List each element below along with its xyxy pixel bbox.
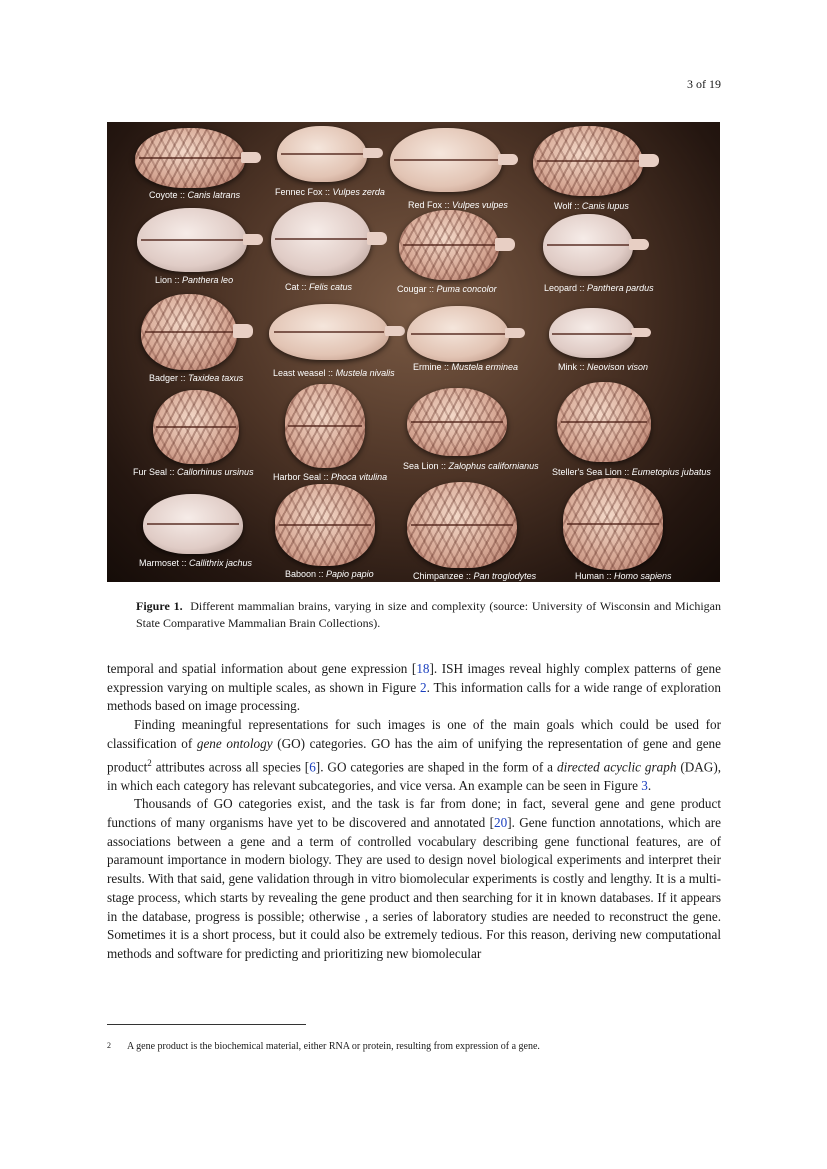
brain-image-stellers-sea-lion xyxy=(557,382,651,462)
citation-link[interactable]: 6 xyxy=(309,758,316,774)
panel-label-fur-seal: Fur Seal :: Callorhinus ursinus xyxy=(133,467,254,477)
figure-caption-text: Different mammalian brains, varying in size and complexity (source: University of Wisconsin and Michigan State Comparative Mammalian Brain Collections). xyxy=(136,599,722,630)
panel-label-baboon: Baboon :: Papio papio xyxy=(285,569,374,579)
brain-image-marmoset xyxy=(143,494,243,554)
brain-image-lion xyxy=(137,208,247,272)
brain-image-red-fox xyxy=(390,128,502,192)
panel-label-cat: Cat :: Felis catus xyxy=(285,282,353,292)
footnote-number: 2 xyxy=(107,1041,111,1050)
panel-label-chimpanzee: Chimpanzee :: Pan troglodytes xyxy=(413,571,537,581)
footnote xyxy=(107,1041,721,1052)
figure-ref-link[interactable]: 2 xyxy=(420,679,427,695)
brain-image-leopard xyxy=(543,214,633,276)
panel-label-marmoset: Marmoset :: Callithrix jachus xyxy=(139,558,253,568)
citation-link[interactable]: 18 xyxy=(416,661,430,676)
brain-image-fennec-fox xyxy=(277,126,367,182)
brain-image-least-weasel xyxy=(269,304,389,360)
brain-image-cat xyxy=(271,202,371,276)
panel-label-human: Human :: Homo sapiens xyxy=(575,571,672,581)
panel-label-cougar: Cougar :: Puma concolor xyxy=(397,284,497,294)
brain-image-baboon xyxy=(275,484,375,566)
panel-label-harbor-seal: Harbor Seal :: Phoca vitulina xyxy=(273,472,388,482)
body-text xyxy=(107,660,721,964)
panel-label-coyote: Coyote :: Canis latrans xyxy=(149,190,241,200)
page-number: 3 of 19 xyxy=(687,77,721,91)
panel-label-ermine: Ermine :: Mustela erminea xyxy=(413,362,519,372)
brain-image-human xyxy=(563,478,663,570)
panel-label-mink: Mink :: Neovison vison xyxy=(558,362,649,372)
brain-image-chimpanzee xyxy=(407,482,517,568)
panel-label-badger: Badger :: Taxidea taxus xyxy=(149,373,244,383)
paragraph-2: Finding meaningful representations for such images is one of the main goals which could be used for classification of gene ontology (GO) categories. GO has the aim of unifying the representation of gene and gene product$^2$ attributes across all species [6]. GO categories are shaped in the form of a directed acyclic graph (DAG), in which each category has relevant subcategories, and vice versa. An example can be seen in Figure 3. xyxy=(107,717,722,793)
footnote-marker: 2 xyxy=(147,757,152,768)
panel-label-wolf: Wolf :: Canis lupus xyxy=(554,201,629,211)
panel-label-red-fox: Red Fox :: Vulpes vulpes xyxy=(408,200,508,210)
brain-image-ermine xyxy=(407,306,509,362)
footnote-divider xyxy=(107,1024,306,1025)
panel-label-sea-lion: Sea Lion :: Zalophus californianus xyxy=(403,461,539,471)
paragraph-3: Thousands of GO categories exist, and the task is far from done; in fact, several gene and gene product functions of many organisms have yet to be discovered and annotated [20]. Gene function annotations, which are associations between a gene and a term of controlled vocabulary describing gene functional features, are of paramount importance in modern biology. They are used to design novel biological experiments and interpret their results. With that said, gene validation through in vitro biomolecular experiments is costly and lengthy. It is a multi-stage process, which starts by revealing the gene product and then searching for it in known databases. If it appears in the database, progress is possible; otherwise , a series of laboratory studies are needed to reconstruct the gene. Sometimes it is a short process, but it could also be extremely tedious. For this reason, deriving new computational methods and software for predicting and prioritizing new biomolecular xyxy=(107,796,721,961)
brain-image-badger xyxy=(141,294,237,370)
brain-image-fur-seal xyxy=(153,390,239,464)
brain-image-coyote xyxy=(135,128,245,188)
figure-caption-label: Figure 1. xyxy=(136,599,183,613)
panel-label-leopard: Leopard :: Panthera pardus xyxy=(544,283,654,293)
panel-label-lion: Lion :: Panthera leo xyxy=(155,275,234,285)
brain-image-mink xyxy=(549,308,635,358)
panel-label-least-weasel: Least weasel :: Mustela nivalis xyxy=(273,368,395,378)
paragraph-1: temporal and spatial information about gene expression [18]. ISH images reveal highly complex patterns of gene expression varying on multiple scales, as shown in Figure 2. This information calls for a wide range of exploration methods based on image processing. xyxy=(107,661,721,714)
panel-label-stellers-sea-lion: Steller's Sea Lion :: Eumetopius jubatus xyxy=(552,467,711,477)
footnote-text: A gene product is the biochemical material, either RNA or protein, resulting from expression of a gene. xyxy=(127,1041,540,1052)
citation-link[interactable]: 20 xyxy=(494,815,508,831)
brain-image-cougar xyxy=(399,210,499,280)
figure-1-brain-collage xyxy=(107,122,720,582)
brain-image-sea-lion xyxy=(407,388,507,456)
figure-caption xyxy=(136,598,721,632)
panel-label-fennec-fox: Fennec Fox :: Vulpes zerda xyxy=(275,187,385,197)
brain-image-harbor-seal xyxy=(285,384,365,468)
figure-ref-link[interactable]: 3 xyxy=(641,777,648,793)
brain-image-wolf xyxy=(533,126,643,196)
